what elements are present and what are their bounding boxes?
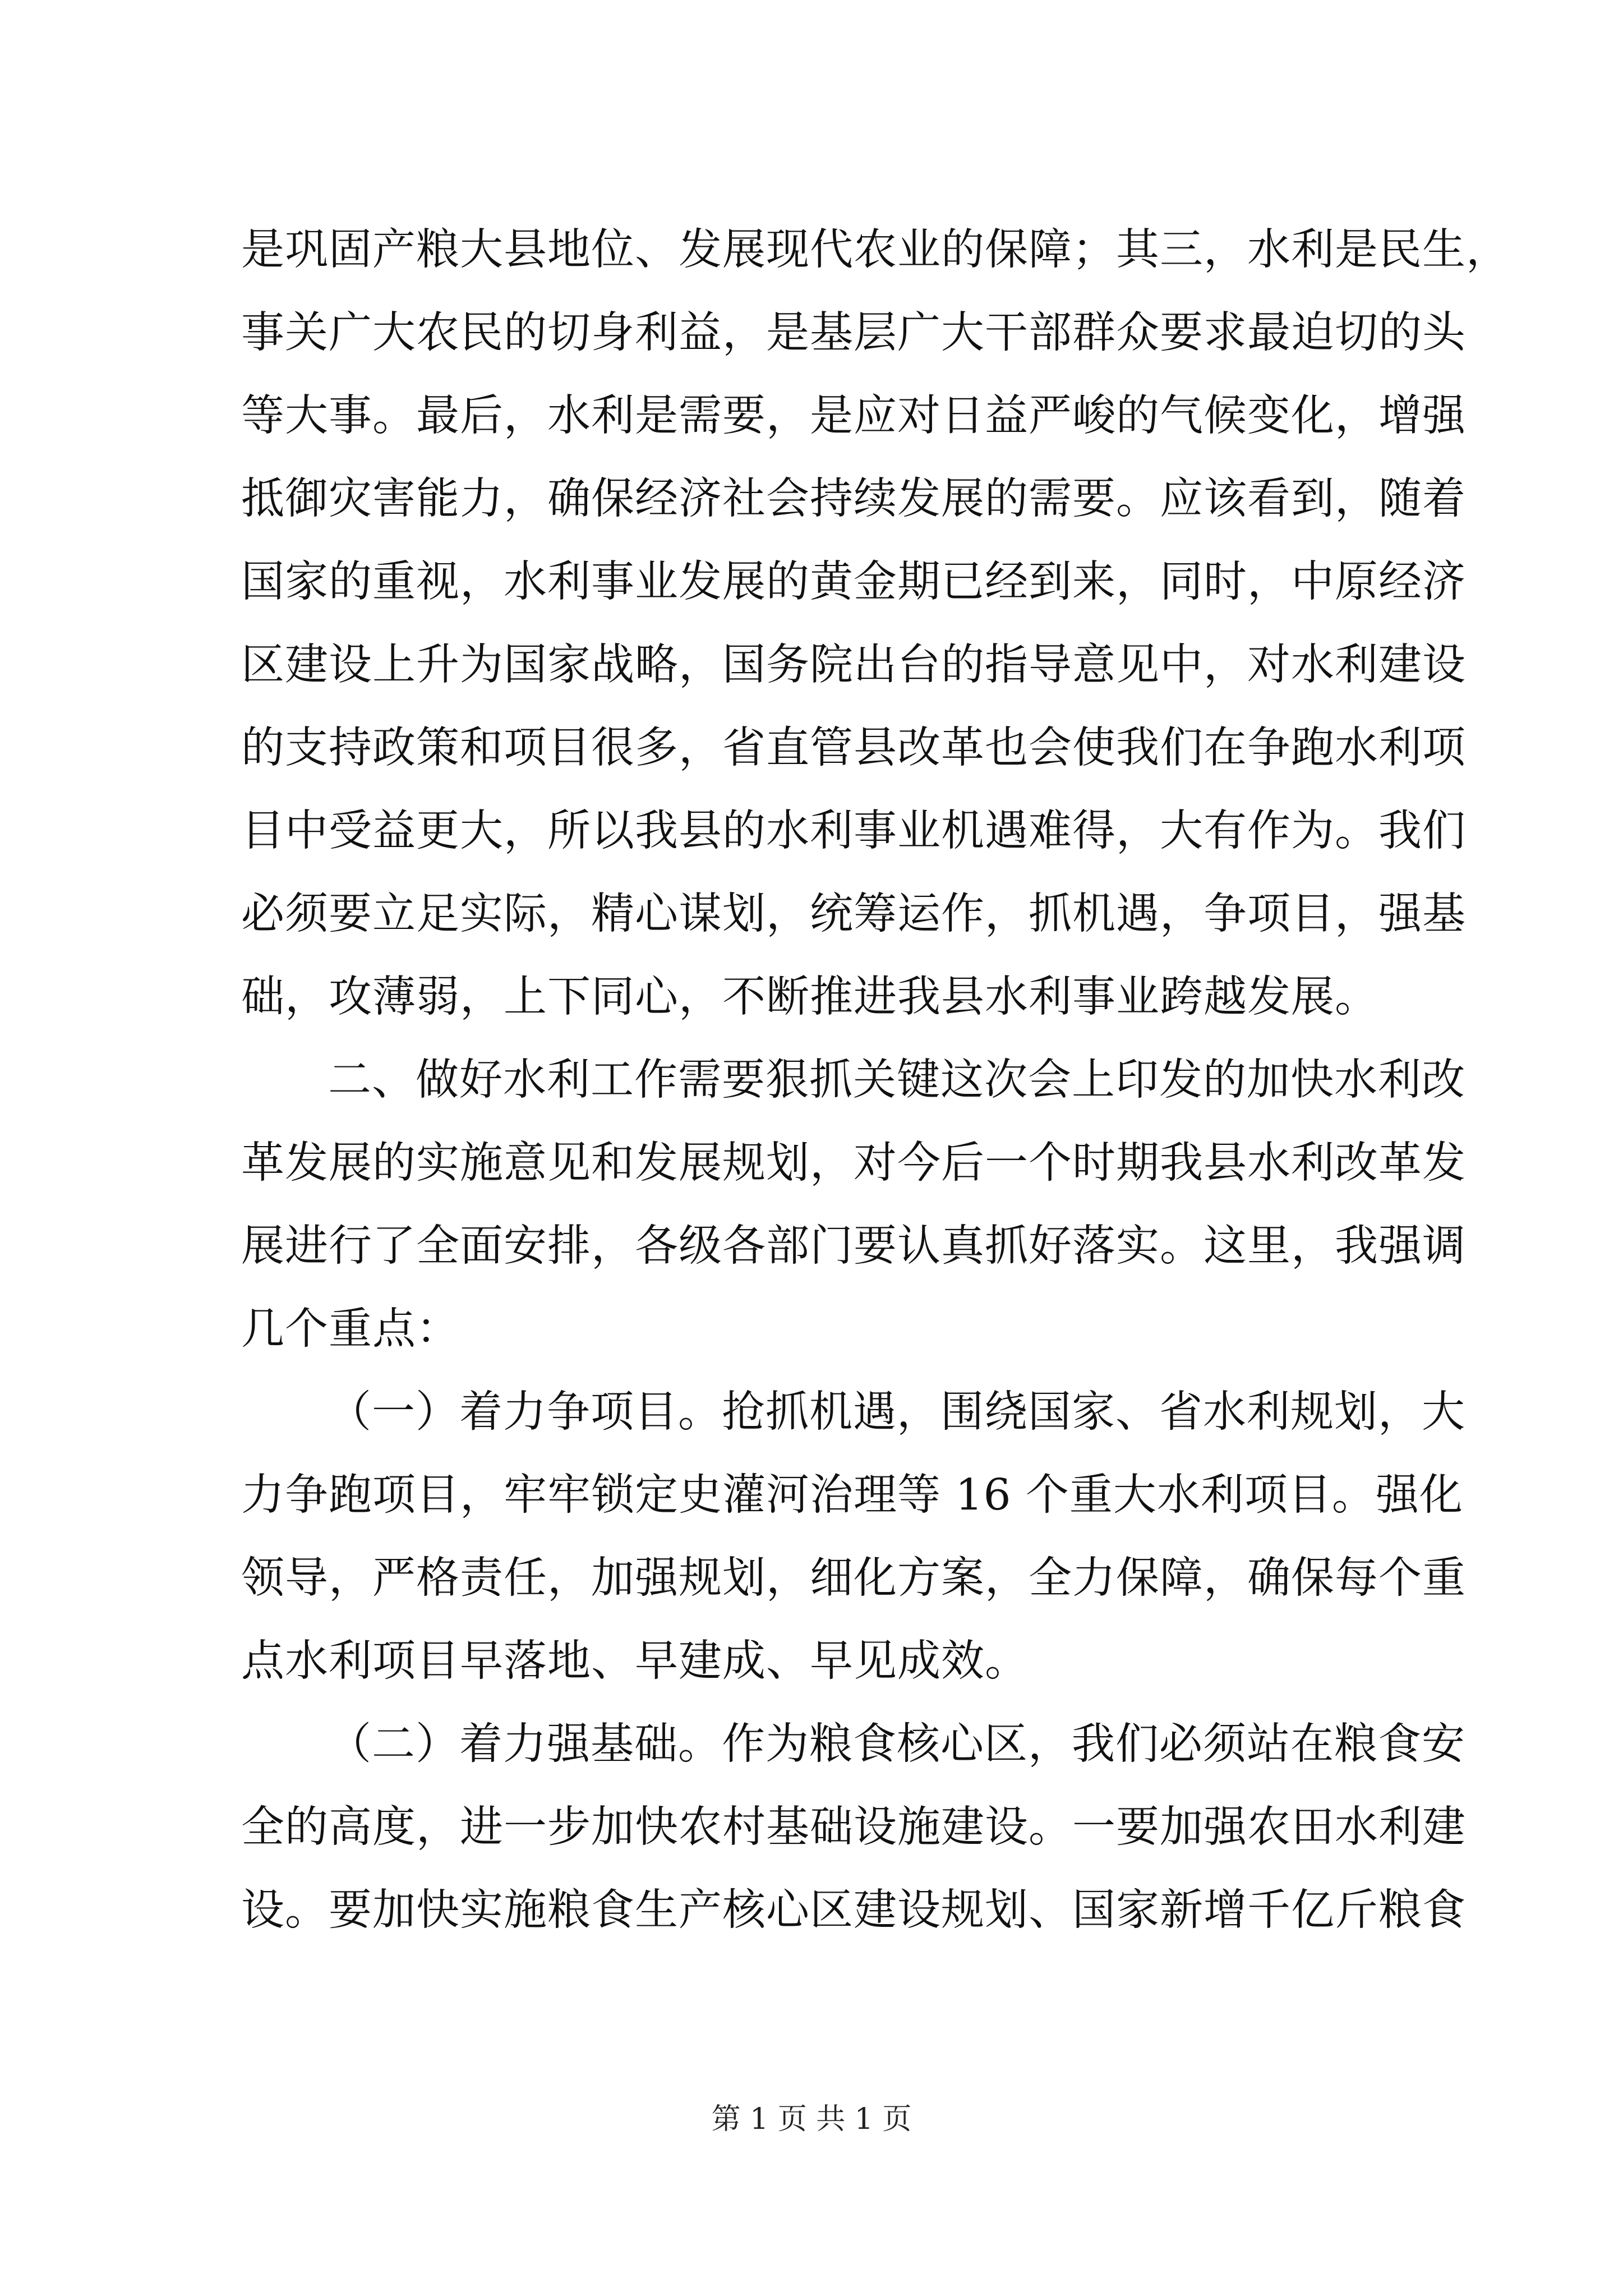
paragraph-line: 事关广大农民的切身利益，是基层广大干部群众要求最迫切的头 xyxy=(241,308,1466,358)
paragraph-line: 展进行了全面安排，各级各部门要认真抓好落实。这里，我强调 xyxy=(241,1221,1466,1271)
paragraph-line: 目中受益更大，所以我县的水利事业机遇难得，大有作为。我们 xyxy=(241,806,1466,856)
paragraph-line: 革发展的实施意见和发展规划，对今后一个时期我县水利改革发 xyxy=(241,1138,1466,1188)
paragraph-line: 领导，严格责任，加强规划，细化方案，全力保障，确保每个重 xyxy=(241,1553,1466,1603)
page-number-footer: 第 1 页 共 1 页 xyxy=(711,2102,912,2136)
paragraph-line: 的支持政策和项目很多，省直管县改革也会使我们在争跑水利项 xyxy=(241,723,1466,773)
paragraph-line: 点水利项目早落地、早建成、早见成效。 xyxy=(241,1636,1029,1686)
document-body xyxy=(241,209,1510,1952)
paragraph-line: 抵御灾害能力，确保经济社会持续发展的需要。应该看到，随着 xyxy=(241,474,1466,524)
paragraph-line: 设。要加快实施粮食生产核心区建设规划、国家新增千亿斤粮食 xyxy=(241,1885,1466,1935)
paragraph-line: 几个重点： xyxy=(241,1304,460,1354)
paragraph-line: 国家的重视，水利事业发展的黄金期已经到来，同时，中原经济 xyxy=(241,557,1466,607)
paragraph-line: 是巩固产粮大县地位、发展现代农业的保障；其三，水利是民生， xyxy=(241,225,1510,275)
subsection-heading-line: （二）着力强基础。作为粮食核心区，我们必须站在粮食安 xyxy=(328,1719,1465,1769)
paragraph-line: 力争跑项目，牢牢锁定史灌河治理等 16 个重大水利项目。强化 xyxy=(241,1470,1463,1520)
paragraph-line: 础，攻薄弱，上下同心，不断推进我县水利事业跨越发展。 xyxy=(241,972,1378,1022)
subsection-heading-line: （一）着力争项目。抢抓机遇，围绕国家、省水利规划，大 xyxy=(328,1387,1465,1437)
paragraph-line: 等大事。最后，水利是需要，是应对日益严峻的气候变化，增强 xyxy=(241,391,1466,441)
paragraph-line: 区建设上升为国家战略，国务院出台的指导意见中，对水利建设 xyxy=(241,640,1466,690)
section-heading-line: 二、做好水利工作需要狠抓关键这次会上印发的加快水利改 xyxy=(328,1055,1465,1105)
paragraph-line: 必须要立足实际，精心谋划，统筹运作，抓机遇，争项目，强基 xyxy=(241,889,1466,939)
paragraph-line: 全的高度，进一步加快农村基础设施建设。一要加强农田水利建 xyxy=(241,1802,1466,1852)
